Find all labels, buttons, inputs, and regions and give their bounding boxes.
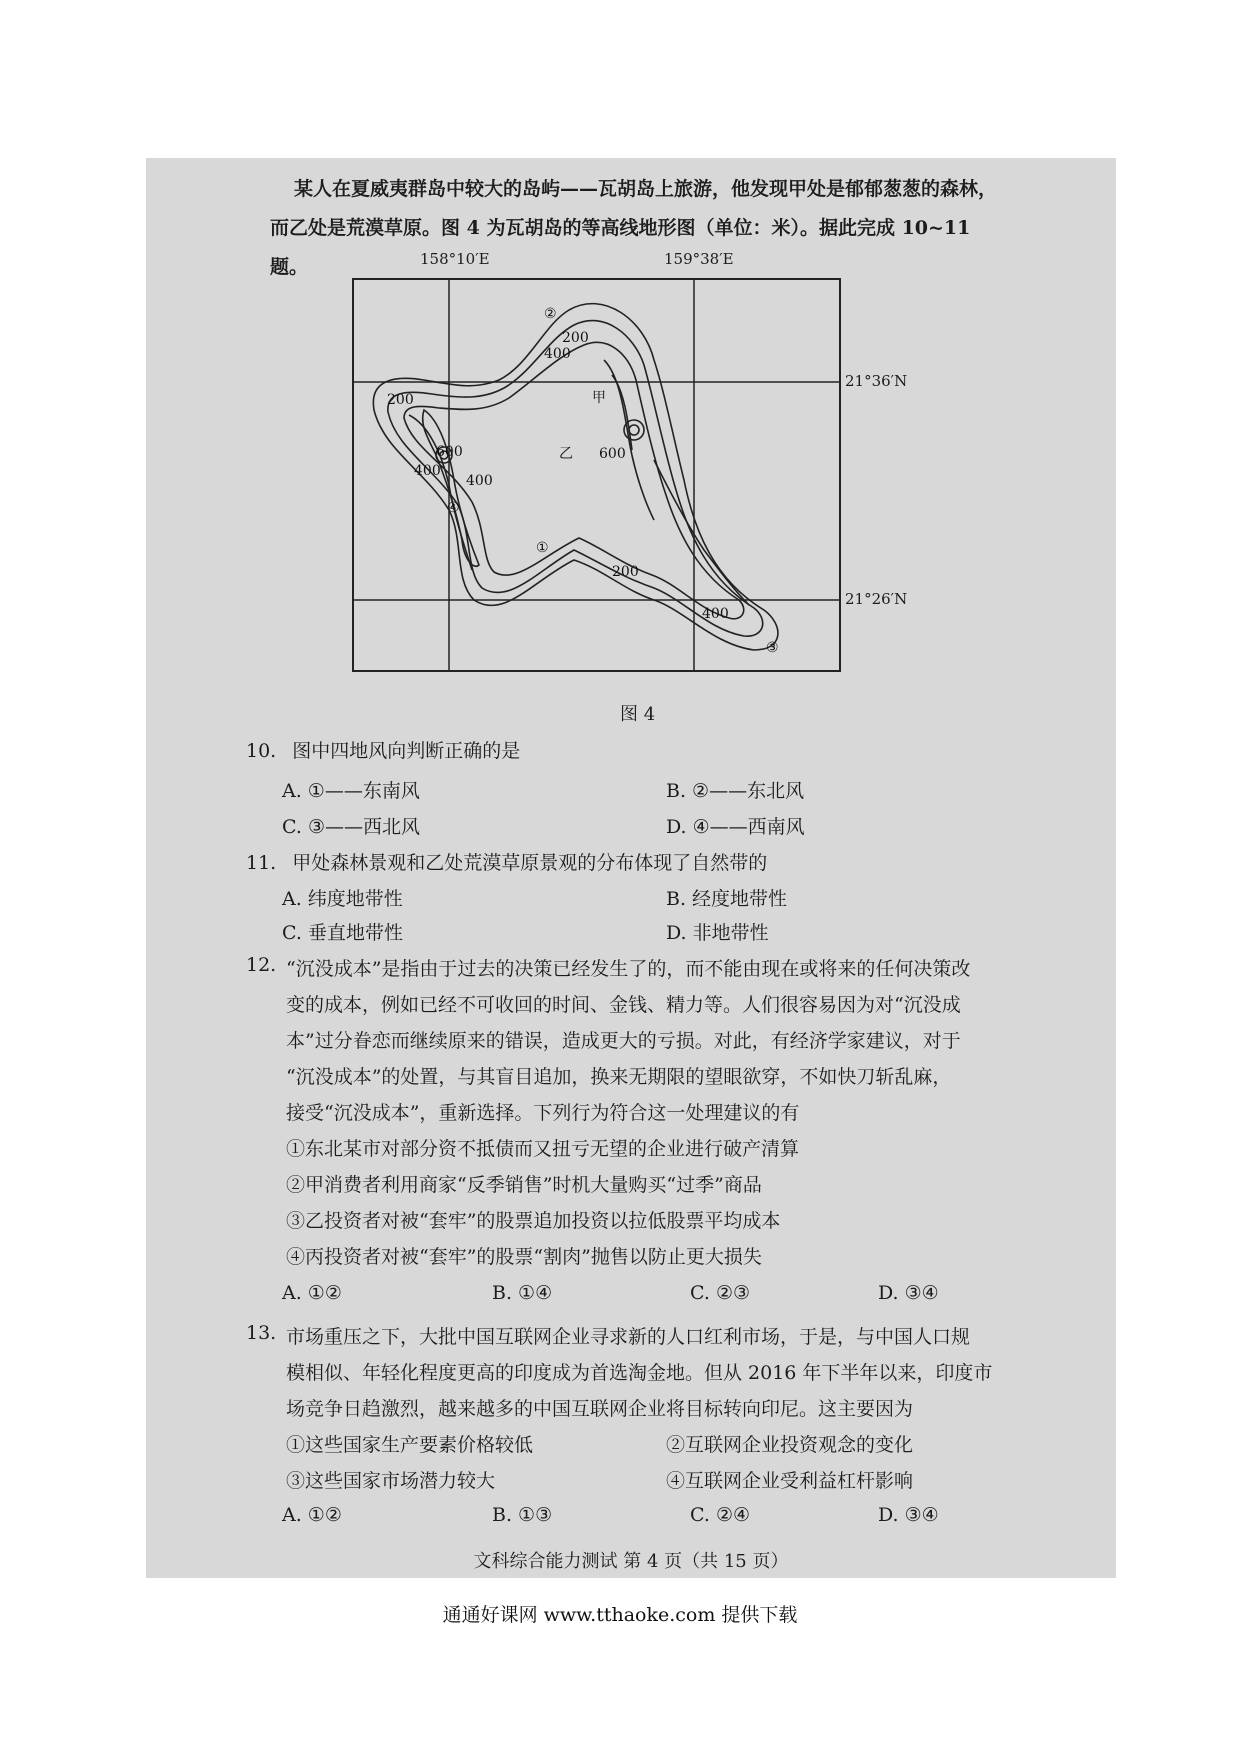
longitude-label-2: 159°38′E (664, 250, 734, 268)
page-footer: 文科综合能力测试 第 4 页（共 15 页） (473, 1551, 789, 1572)
elevation-400-a: 400 (544, 346, 571, 362)
question-12-line-5: 接受“沉没成本”，重新选择。下列行为符合这一处理建议的有 (286, 1102, 800, 1124)
q13-item-2: ②互联网企业投资观念的变化 (666, 1434, 914, 1456)
q10-option-d: D. ④——西南风 (666, 816, 805, 838)
elevation-400-d: 400 (702, 606, 729, 622)
question-number: 11. (246, 852, 277, 874)
q11-option-c: C. 垂直地带性 (282, 922, 403, 944)
question-13-number: 13. (246, 1322, 277, 1344)
q11-option-b: B. 经度地带性 (666, 888, 788, 910)
q12-option-d: D. ③④ (878, 1282, 939, 1304)
question-number: 10. (246, 740, 277, 762)
q13-option-d: D. ③④ (878, 1504, 939, 1526)
question-12-line-1: “沉没成本”是指由于过去的决策已经发生了的，而不能由现在或将来的任何决策改 (286, 958, 971, 980)
question-12-line-2: 变的成本，例如已经不可收回的时间、金钱、精力等。人们很容易因为对“沉没成 (286, 994, 961, 1016)
point-2-label: ② (544, 306, 557, 322)
question-12-line-3: 本”过分眷恋而继续原来的错误，造成更大的亏损。对此，有经济学家建议，对于 (286, 1030, 961, 1052)
q13-item-1: ①这些国家生产要素价格较低 (286, 1434, 534, 1456)
elevation-200-c: 200 (612, 564, 639, 580)
question-text: 图中四地风向判断正确的是 (292, 740, 521, 762)
q11-option-a: A. 纬度地带性 (282, 888, 403, 910)
contour-map-svg (354, 280, 839, 670)
figure-caption: 图 4 (620, 704, 656, 725)
contour-map (352, 278, 841, 672)
jia-label: 甲 (592, 390, 606, 406)
elevation-400-c: 400 (466, 473, 493, 489)
latitude-label-2: 21°26′N (845, 590, 908, 608)
question-10 (246, 736, 520, 763)
question-12-line-4: “沉没成本”的处置，与其盲目追加，换来无期限的望眼欲穿，不如快刀斩乱麻， (286, 1066, 952, 1088)
q12-option-a: A. ①② (282, 1282, 342, 1304)
question-text: 甲处森林景观和乙处荒漠草原景观的分布体现了自然带的 (292, 852, 768, 874)
q11-option-d: D. 非地带性 (666, 922, 769, 944)
intro-paragraph (120, 170, 1000, 287)
intro-text: 某人在夏威夷群岛中较大的岛屿——瓦胡岛上旅游，他发现甲处是郁郁葱葱的森林，而乙处是荒漠草原。图 4 为瓦胡岛的等高线地形图（单位：米）。据此完成 10~11 题。 (270, 178, 998, 278)
q10-option-a: A. ①——东南风 (282, 780, 420, 802)
q12-item-4: ④丙投资者对被“套牢”的股票“割肉”抛售以防止更大损失 (286, 1246, 762, 1268)
q10-option-b: B. ②——东北风 (666, 780, 805, 802)
point-1-label: ① (536, 540, 549, 556)
elevation-200-a: 200 (562, 330, 589, 346)
question-11 (246, 848, 767, 875)
q12-item-1: ①东北某市对部分资不抵债而又扭亏无望的企业进行破产清算 (286, 1138, 800, 1160)
q12-option-b: B. ①④ (492, 1282, 553, 1304)
download-watermark: 通通好课网 www.tthaoke.com 提供下载 (442, 1604, 798, 1626)
latitude-label-1: 21°36′N (845, 372, 908, 390)
q13-option-a: A. ①② (282, 1504, 342, 1526)
elevation-600-a: 600 (599, 446, 626, 462)
q12-option-c: C. ②③ (690, 1282, 751, 1304)
q13-item-3: ③这些国家市场潜力较大 (286, 1470, 496, 1492)
elevation-600-b: 600 (436, 444, 463, 460)
elevation-400-b: 400 (414, 463, 441, 479)
question-13-line-1: 市场重压之下，大批中国互联网企业寻求新的人口红利市场，于是，与中国人口规 (286, 1326, 971, 1348)
point-3-label: ③ (766, 640, 779, 656)
point-4-label: ④ (447, 500, 460, 516)
q12-item-3: ③乙投资者对被“套牢”的股票追加投资以拉低股票平均成本 (286, 1210, 781, 1232)
elevation-200-b: 200 (387, 392, 414, 408)
q12-item-2: ②甲消费者利用商家“反季销售”时机大量购买“过季”商品 (286, 1174, 762, 1196)
yi-label: 乙 (559, 446, 573, 462)
q13-option-c: C. ②④ (690, 1504, 751, 1526)
q13-item-4: ④互联网企业受利益杠杆影响 (666, 1470, 914, 1492)
q13-option-b: B. ①③ (492, 1504, 553, 1526)
q10-option-c: C. ③——西北风 (282, 816, 420, 838)
question-13-line-3: 场竞争日趋激烈，越来越多的中国互联网企业将目标转向印尼。这主要因为 (286, 1398, 914, 1420)
longitude-label-1: 158°10′E (420, 250, 490, 268)
question-12-number: 12. (246, 954, 277, 976)
question-13-line-2: 模相似、年轻化程度更高的印度成为首选淘金地。但从 2016 年下半年以来，印度市 (286, 1362, 993, 1384)
